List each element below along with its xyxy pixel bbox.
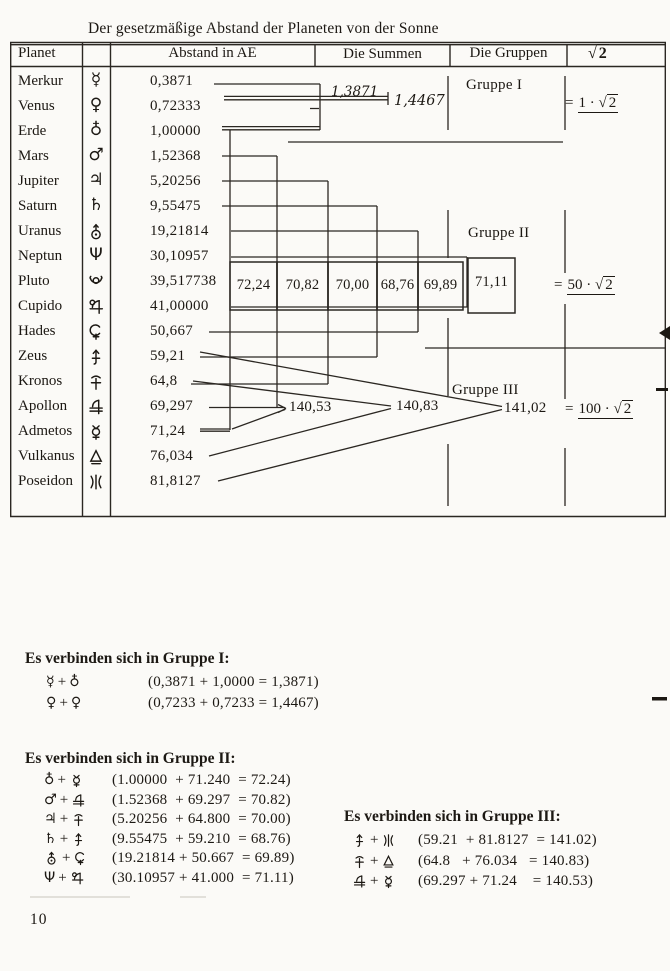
group2-equation	[554, 277, 615, 294]
radicand: 2	[598, 45, 607, 62]
sum-venus-venus: 1,4467	[394, 93, 445, 109]
sum-merkur-erde: 1,3871	[331, 84, 379, 100]
planet-name: Admetos	[18, 423, 73, 439]
sqrt-expression: 100 · √ 2	[578, 401, 632, 417]
plus-sign: +	[59, 694, 68, 711]
planet-symbol-cell	[82, 444, 110, 469]
planet-name: Kronos	[18, 373, 63, 389]
zeus-symbol-icon	[352, 833, 367, 848]
plus-sign: +	[62, 850, 71, 867]
admetos-symbol-icon	[381, 874, 396, 889]
planet-name: Saturn	[18, 198, 58, 214]
planet-distance: 5,20256	[150, 173, 201, 189]
group3-equation	[565, 401, 633, 418]
planet-distance: 59,21	[150, 348, 186, 364]
earth-symbol-icon: ♁	[44, 772, 55, 788]
neptune-symbol-icon: Ψ	[89, 245, 103, 265]
vulkanus-symbol-icon	[381, 854, 396, 869]
plus-sign: +	[58, 870, 67, 886]
planet-distance: 9,55475	[150, 198, 201, 214]
planet-name: Mars	[18, 148, 49, 164]
group2-sum: 72,24	[236, 277, 271, 293]
uranus-symbol-icon	[44, 851, 59, 866]
admetos-symbol-icon	[69, 773, 84, 788]
planet-distance: 50,667	[150, 323, 194, 339]
pair-formula: (59.21 + 81.8127 = 141.02)	[418, 832, 597, 848]
group3-label: Gruppe III	[452, 382, 519, 398]
group2-sum: 70,00	[335, 277, 370, 293]
vulkanus-symbol-icon	[87, 448, 105, 466]
pair-formula: (64.8 + 76.034 = 140.83)	[418, 852, 590, 869]
plus-sign: +	[370, 832, 379, 848]
page-title: Der gesetzmäßige Abstand der Planeten von der Sonne	[88, 20, 439, 37]
pair-formula: (1.52368 + 69.297 = 70.82)	[112, 791, 291, 808]
header-sqrt2	[588, 45, 609, 63]
margin-marks	[652, 326, 670, 701]
equals-sign: =	[565, 401, 574, 417]
pair-formula: (1.00000 + 71.240 = 72.24)	[112, 772, 291, 788]
pair-formula: (0,3871 + 1,0000 = 1,3871)	[148, 674, 319, 690]
poseidon-symbol-icon	[87, 473, 105, 491]
plus-sign: +	[57, 772, 66, 788]
planet-symbol-cell	[82, 244, 110, 269]
group2-sum: 69,89	[423, 277, 458, 293]
mars-symbol-icon: ♂	[88, 145, 104, 165]
hades-symbol-icon	[73, 851, 88, 866]
symbol-pair	[44, 831, 86, 848]
planet-distance: 19,21814	[150, 223, 209, 239]
plus-sign: +	[370, 852, 379, 869]
planet-distance: 71,24	[150, 423, 186, 439]
planet-symbol-cell	[82, 69, 110, 94]
venus-symbol-icon: ♀	[70, 694, 82, 711]
symbol-pair	[44, 772, 84, 789]
planet-name: Jupiter	[18, 173, 59, 189]
group1-label: Gruppe I	[466, 77, 523, 93]
sqrt-expression: 1 · √ 2	[578, 95, 617, 111]
venus-symbol-icon: ♀	[46, 694, 57, 711]
radical-sign: √	[588, 45, 597, 62]
pair-formula: (69.297 + 71.24 = 140.53)	[418, 873, 594, 889]
hades-symbol-icon	[87, 323, 105, 341]
neptune-symbol-icon: Ψ	[44, 870, 56, 886]
planet-name: Hades	[18, 323, 56, 339]
page-number: 10	[30, 911, 48, 928]
symbol-pair	[44, 870, 85, 887]
group3-sum: 140,83	[396, 398, 439, 414]
planet-symbol-cell	[82, 419, 110, 444]
pair-formula: (30.10957 + 41.000 = 71.11)	[112, 870, 294, 886]
planet-distance: 1,00000	[150, 123, 201, 139]
symbol-pair	[44, 850, 88, 867]
venus-symbol-icon: ♀	[89, 95, 103, 115]
apollon-symbol-icon	[87, 398, 105, 416]
radicand: 2	[608, 95, 617, 111]
earth-symbol-icon: ♁	[89, 120, 103, 140]
section-heading: Es verbinden sich in Gruppe I:	[25, 650, 230, 667]
group2-sum: 71,11	[474, 274, 509, 290]
uranus-symbol-icon	[87, 223, 105, 241]
planet-distance: 64,8	[150, 373, 178, 389]
plus-sign: +	[59, 791, 69, 808]
symbol-pair	[352, 832, 396, 849]
planet-name: Neptun	[18, 248, 63, 264]
plus-sign: +	[57, 674, 67, 690]
header-groups: Die Gruppen	[469, 45, 548, 61]
planet-symbol-cell	[82, 469, 110, 494]
planet-name: Erde	[18, 123, 47, 139]
group2-label: Gruppe II	[468, 225, 530, 241]
mars-symbol-icon: ♂	[44, 791, 57, 808]
header-distance: Abstand in AE	[168, 45, 257, 61]
kronos-symbol-icon	[71, 812, 86, 827]
planet-symbol-cell	[82, 219, 110, 244]
earth-symbol-icon: ♁	[69, 674, 80, 690]
jupiter-symbol-icon: ♃	[44, 811, 57, 828]
planet-name: Pluto	[18, 273, 50, 289]
header-sums: Die Summen	[343, 46, 422, 62]
poseidon-symbol-icon	[381, 833, 396, 848]
header-planet: Planet	[18, 45, 56, 61]
group3-sum: 141,02	[504, 400, 547, 416]
sqrt-expression: 50 · √ 2	[567, 277, 613, 293]
saturn-symbol-icon: ♄	[88, 195, 104, 215]
planet-symbol-cell	[82, 169, 110, 194]
planet-distance: 30,10957	[150, 248, 209, 264]
kronos-symbol-icon	[87, 373, 105, 391]
pair-formula: (19.21814 + 50.667 = 69.89)	[112, 850, 295, 867]
planet-symbol-cell	[82, 294, 110, 319]
planet-distance: 0,3871	[150, 73, 194, 89]
equals-sign: =	[565, 95, 574, 111]
planet-name: Poseidon	[18, 473, 74, 489]
plus-sign: +	[370, 873, 379, 889]
group2-sum: 68,76	[380, 277, 415, 293]
planet-distance: 0,72333	[150, 98, 201, 114]
group1-equation	[565, 95, 618, 112]
planet-symbol-cell	[82, 319, 110, 344]
planet-distance: 76,034	[150, 448, 194, 464]
symbol-pair	[352, 853, 396, 870]
radicand: 2	[623, 401, 632, 417]
planet-symbol-cell	[82, 194, 110, 219]
planet-symbol-cell	[82, 94, 110, 119]
apollon-symbol-icon	[352, 874, 367, 889]
equals-sign: =	[554, 277, 563, 293]
radicand: 2	[605, 277, 613, 293]
symbol-pair	[46, 674, 80, 691]
kronos-symbol-icon	[352, 854, 367, 869]
group2-sum: 70,82	[285, 277, 320, 293]
jupiter-symbol-icon: ♃	[88, 170, 104, 190]
pair-formula: (5.20256 + 64.800 = 70.00)	[112, 811, 291, 828]
planet-name: Uranus	[18, 223, 62, 239]
mercury-symbol-icon: ☿	[90, 70, 102, 90]
planet-distance: 81,8127	[150, 473, 201, 489]
cupido-symbol-icon	[87, 298, 105, 316]
symbol-pair	[352, 873, 396, 890]
planet-symbol-cell	[82, 269, 110, 294]
planet-symbol-cell	[82, 369, 110, 394]
section-heading: Es verbinden sich in Gruppe III:	[344, 808, 561, 825]
planet-distance: 41,00000	[150, 298, 209, 314]
planet-name: Merkur	[18, 73, 63, 89]
planet-name: Zeus	[18, 348, 48, 364]
plus-sign: +	[59, 811, 69, 828]
pair-formula: (9.55475 + 59.210 = 68.76)	[112, 830, 291, 847]
planet-symbol-cell	[82, 394, 110, 419]
cupido-symbol-icon	[70, 871, 85, 886]
pair-formula: (0,7233 + 0,7233 = 1,4467)	[148, 694, 319, 711]
section-heading: Es verbinden sich in Gruppe II:	[25, 750, 236, 767]
planet-name: Venus	[18, 98, 55, 114]
planet-distance: 39,517738	[150, 273, 217, 289]
planet-distance: 69,297	[150, 398, 194, 414]
group3-sum: 140,53	[289, 399, 332, 415]
symbol-pair	[46, 695, 81, 712]
symbol-pair	[44, 811, 86, 828]
pluto-symbol-icon	[87, 273, 105, 291]
planet-symbol-cell	[82, 144, 110, 169]
mercury-symbol-icon: ☿	[46, 674, 55, 690]
zeus-symbol-icon	[71, 832, 86, 847]
planet-symbol-cell	[82, 344, 110, 369]
apollon-symbol-icon	[71, 793, 86, 808]
planet-symbol-cell	[82, 119, 110, 144]
planet-name: Vulkanus	[18, 448, 75, 464]
zeus-symbol-icon	[87, 348, 105, 366]
planet-distance: 1,52368	[150, 148, 201, 164]
planet-name: Apollon	[18, 398, 68, 414]
symbol-pair	[44, 792, 86, 809]
admetos-symbol-icon	[87, 423, 105, 441]
plus-sign: +	[59, 830, 69, 847]
saturn-symbol-icon: ♄	[44, 830, 57, 847]
planet-name: Cupido	[18, 298, 63, 314]
